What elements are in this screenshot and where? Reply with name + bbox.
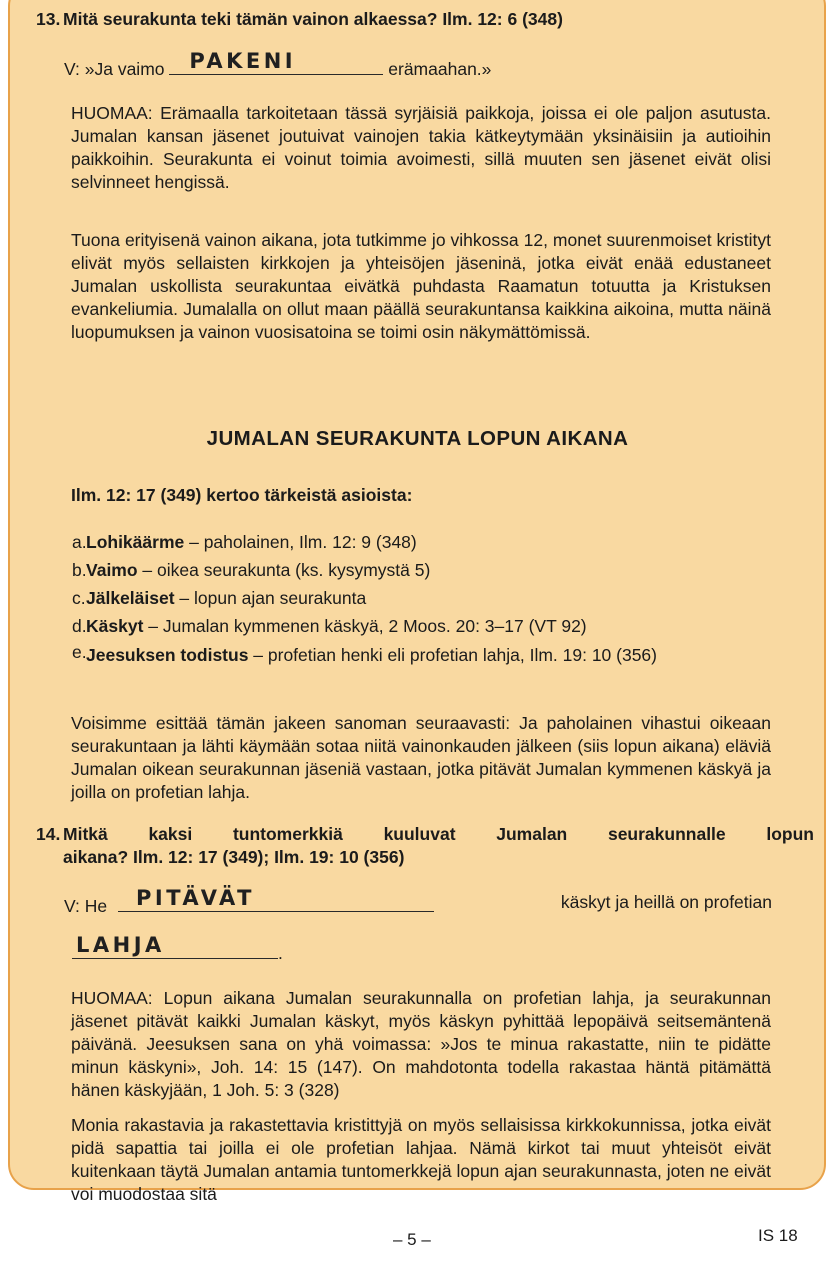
list-intro: Ilm. 12: 17 (349) kertoo tärkeistä asioista: bbox=[71, 485, 413, 505]
list-item: d. Käskyt – Jumalan kymmenen käskyä, 2 Moos. 20: 3–17 (VT 92) bbox=[72, 616, 587, 636]
answer-prefix: V: He bbox=[64, 896, 108, 916]
answer-end: . bbox=[278, 943, 283, 963]
handwritten-answer: LAHJA bbox=[76, 933, 165, 957]
question-text: Mitä seurakunta teki tämän vainon alkaessa? Ilm. 12: 6 (348) bbox=[63, 9, 563, 29]
answer-13 bbox=[64, 49, 492, 81]
answer-blank[interactable] bbox=[169, 49, 383, 75]
question-text: Mitkä kaksi tuntomerkkiä kuuluvat Jumalan seurakunnalle lopun aikana? Ilm. 12: 17 (349); Ilm. 19: 10 (356) bbox=[63, 824, 814, 867]
list-item: a. Lohikäärme – paholainen, Ilm. 12: 9 (348) bbox=[72, 532, 417, 552]
body-paragraph: Monia rakastavia ja rakastettavia kristittyjä on myös sellaisissa kirkkokunnissa, jotka eivät pidä sapattia tai joilla ei ole profetian lahjaa. Nämä kirkot tai muut yhteisöt eivät kuitenkaan täytä Jumalan antamia tuntomerkkejä lopun ajan seurakunnasta, joten ne eivät voi muodostaa sitä bbox=[71, 1115, 771, 1204]
note-paragraph: HUOMAA: Lopun aikana Jumalan seurakunnalla on profetian lahja, ja seurakunnan jäsenet pitävät kaikki Jumalan käskyt, myös käskyn pyhittää lepopäivä seitsemäntenä päivänä. Jeesuksen sana on yhä voimassa: »Jos te minua rakastatte, niin te pidätte minun käskyni», Joh. 14: 15 (147). On mahdotonta todella rakastaa häntä pitämättä hänen käskyjään, 1 Joh. 5: 3 (328) bbox=[71, 988, 771, 1100]
key-list bbox=[72, 528, 772, 667]
answer-blank[interactable] bbox=[72, 933, 278, 959]
answer-14-line2 bbox=[72, 933, 283, 965]
question-number: 14. bbox=[36, 824, 61, 844]
handwritten-answer: PITÄVÄT bbox=[136, 886, 255, 910]
list-item: c. Jälkeläiset – lopun ajan seurakunta bbox=[72, 588, 367, 608]
body-paragraph: Tuona erityisenä vainon aikana, jota tutkimme jo vihkossa 12, monet suurenmoiset kristityt elivät myös sellaisten kirkkojen ja yhteisöjen jäseninä, jotka eivät enää edustaneet Jumalan uskollista seurakuntaa eivätkä puhdasta Raamatun totuutta ja Kristuksen evankeliumia. Jumalalla on ollut maan päällä seurakuntansa kaikkina aikoina, mutta näinä luopumuksen ja vainon vuosisatoina se toimi osin näkymättömissä. bbox=[71, 230, 771, 342]
answer-blank[interactable] bbox=[118, 886, 434, 912]
document-code: IS 18 bbox=[758, 1226, 798, 1245]
list-item: b. Vaimo – oikea seurakunta (ks. kysymystä 5) bbox=[72, 560, 431, 580]
question-number: 13. bbox=[36, 9, 61, 29]
page-number: – 5 – bbox=[393, 1230, 431, 1249]
section-heading: JUMALAN SEURAKUNTA LOPUN AIKANA bbox=[206, 427, 629, 450]
answer-suffix: erämaahan.» bbox=[388, 59, 492, 79]
note-paragraph: HUOMAA: Erämaalla tarkoitetaan tässä syrjäisiä paikkoja, joissa ei ole paljon asutusta. Jumalan kansan jäsenet joutuivat vainojen takia kätkeytymään yksinäisiin ja autioihin paikkoihin. Seurakunta ei voinut toimia avoimesti, sillä muuten sen jäsenet eivät olisi selvinneet hengissä. bbox=[71, 103, 771, 192]
handwritten-answer: PAKENI bbox=[189, 49, 297, 73]
answer-middle: käskyt ja heillä on profetian bbox=[560, 892, 772, 912]
answer-prefix: V: »Ja vaimo bbox=[64, 59, 165, 79]
answer-14-line1 bbox=[64, 886, 772, 918]
list-item: e. Jeesuksen todistus – profetian henki eli profetian lahja, Ilm. 19: 10 (356) bbox=[72, 642, 657, 665]
body-paragraph: Voisimme esittää tämän jakeen sanoman seuraavasti: Ja paholainen vihastui oikeaan seurakuntaan ja lähti käymään sotaa niitä vainonkauden jälkeen (siis lopun aikana) eläviä Jumalan oikean seurakunnan jäseniä vastaan, jotka pitävät Jumalan kymmenen käskyä ja joilla on profetian lahja. bbox=[71, 713, 771, 802]
